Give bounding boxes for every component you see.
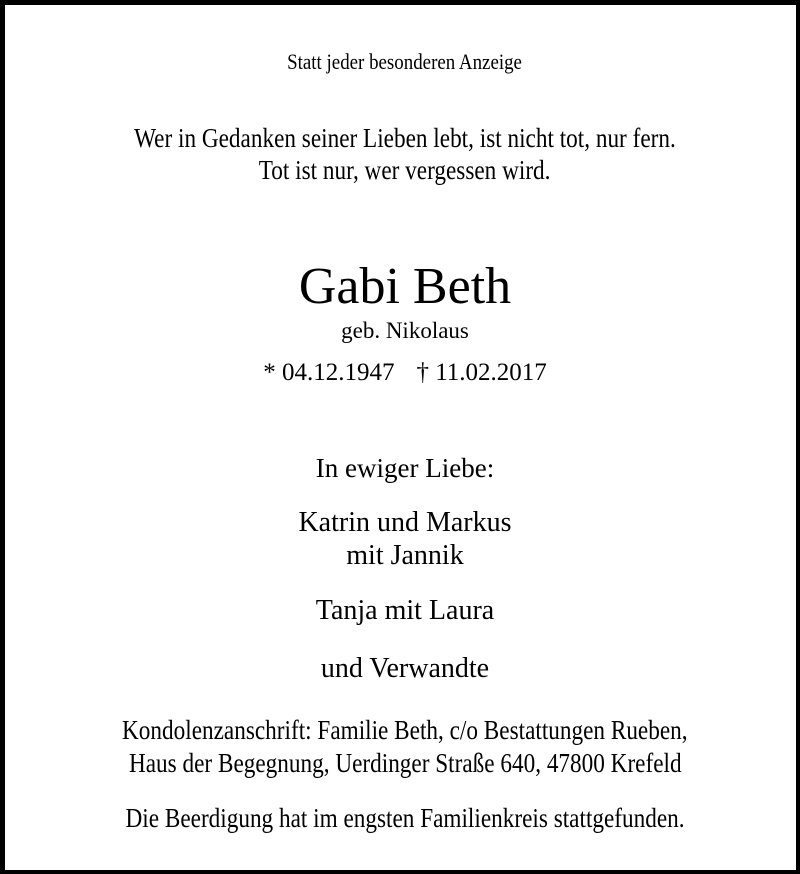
header-line: Statt jeder besonderen Anzeige (287, 49, 523, 74)
birth-name: geb. Nikolaus (341, 318, 469, 343)
funeral-note: Die Beerdigung hat im engsten Familienkreis stattgefunden. (125, 803, 685, 833)
death-date: † 11.02.2017 (416, 359, 547, 386)
mourner-1: Katrin und Markus (298, 507, 512, 538)
mourner-2: Tanja mit Laura (315, 595, 495, 626)
quote-line-1: Wer in Gedanken seiner Lieben lebt, ist nicht tot, nur fern. (134, 123, 676, 153)
deceased-name: Gabi Beth (298, 258, 512, 315)
mourner-1b: mit Jannik (346, 540, 464, 571)
birth-date: * 04.12.1947 (263, 359, 395, 386)
quote-line-2: Tot ist nur, wer vergessen wird. (259, 155, 551, 185)
love-line: In ewiger Liebe: (315, 453, 495, 483)
address-line-1: Kondolenzanschrift: Familie Beth, c/o Bestattungen Rueben, (122, 715, 688, 745)
address-line-2: Haus der Begegnung, Uerdinger Straße 640, 47800 Krefeld (128, 748, 682, 778)
life-dates (5, 359, 800, 387)
mourner-3: und Verwandte (320, 653, 490, 684)
